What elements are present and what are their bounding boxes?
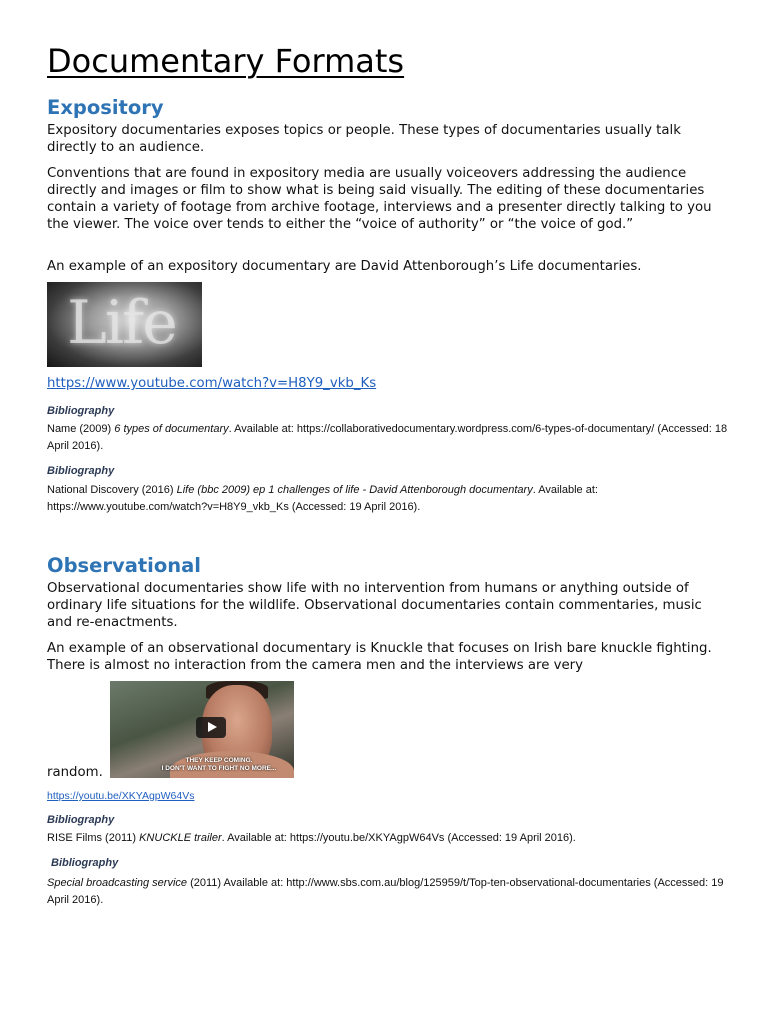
- observational-youtube-link[interactable]: https://youtu.be/XKYAgpW64Vs: [47, 790, 195, 802]
- observational-heading: Observational: [47, 554, 201, 577]
- bib-author-year: Name (2009): [47, 423, 115, 435]
- play-icon[interactable]: [196, 717, 226, 738]
- bib-details: . Available at: https://www.youtube.com/watch?v=H8Y9_vkb_Ks (Accessed: 19 April 2016).: [47, 484, 598, 513]
- knuckle-video-thumbnail[interactable]: [110, 681, 294, 778]
- bib-details: (2011) Available at: http://www.sbs.com.au/blog/125959/t/Top-ten-observational-documentaries (Accessed: 19 April 2016).: [47, 877, 724, 906]
- bib-title: Life (bbc 2009) ep 1 challenges of life - David Attenborough documentary: [176, 484, 533, 496]
- bibliography-label: Bibliography: [51, 857, 119, 869]
- expository-paragraph-1: Expository documentaries exposes topics or people. These types of documentaries usually talk directly to an audience.: [47, 123, 681, 155]
- expository-paragraph-2: Conventions that are found in expository media are usually voiceovers addressing the audience directly and images or film to show what is being said visually. The editing of these documentaries contain a variety of footage from archive footage, interviews and a presenter directly talking to you the viewer. The voice over tends to either the “voice of authority” or “the voice of god.”: [47, 166, 712, 232]
- observational-paragraph-2: An example of an observational documentary is Knuckle that focuses on Irish bare knuckle fighting. There is almost no interaction from the camera men and the interviews are very: [47, 641, 712, 673]
- bib-title: KNUCKLE trailer: [139, 832, 222, 844]
- bibliography-entry: [47, 875, 737, 909]
- expository-youtube-link[interactable]: https://www.youtube.com/watch?v=H8Y9_vkb_Ks: [47, 376, 377, 391]
- life-image-text: Life: [67, 288, 176, 358]
- bib-details: . Available at: https://collaborativedocumentary.wordpress.com/6-types-of-documentary/ (Accessed: 18 April 2016).: [47, 423, 728, 452]
- bibliography-entry: [47, 830, 737, 847]
- bibliography-label: Bibliography: [47, 814, 115, 826]
- bib-title: 6 types of documentary: [114, 423, 229, 435]
- expository-paragraph-3: An example of an expository documentary are David Attenborough’s Life documentaries.: [47, 259, 642, 274]
- bibliography-entry: [47, 482, 737, 516]
- observational-paragraph-1: Observational documentaries show life with no intervention from humans or anything outside of ordinary life situations for the wildlife. Observational documentaries contain commentaries, music and re-enactments.: [47, 581, 702, 630]
- bibliography-label: Bibliography: [47, 405, 115, 417]
- bib-title: Special broadcasting service: [47, 877, 188, 889]
- observational-paragraph-2-end: random.: [47, 765, 103, 780]
- expository-heading: Expository: [47, 96, 164, 119]
- bibliography-entry: [47, 421, 737, 455]
- bib-author-year: RISE Films (2011): [47, 832, 140, 844]
- bibliography-label: Bibliography: [47, 465, 115, 477]
- bib-author-year: National Discovery (2016): [47, 484, 177, 496]
- video-caption: THEY KEEP COMING. I DON'T WANT TO FIGHT NO MORE...: [161, 757, 277, 772]
- page-title: Documentary Formats: [47, 42, 405, 80]
- life-documentary-image: [47, 282, 202, 367]
- bib-details: . Available at: https://youtu.be/XKYAgpW64Vs (Accessed: 19 April 2016).: [221, 832, 576, 844]
